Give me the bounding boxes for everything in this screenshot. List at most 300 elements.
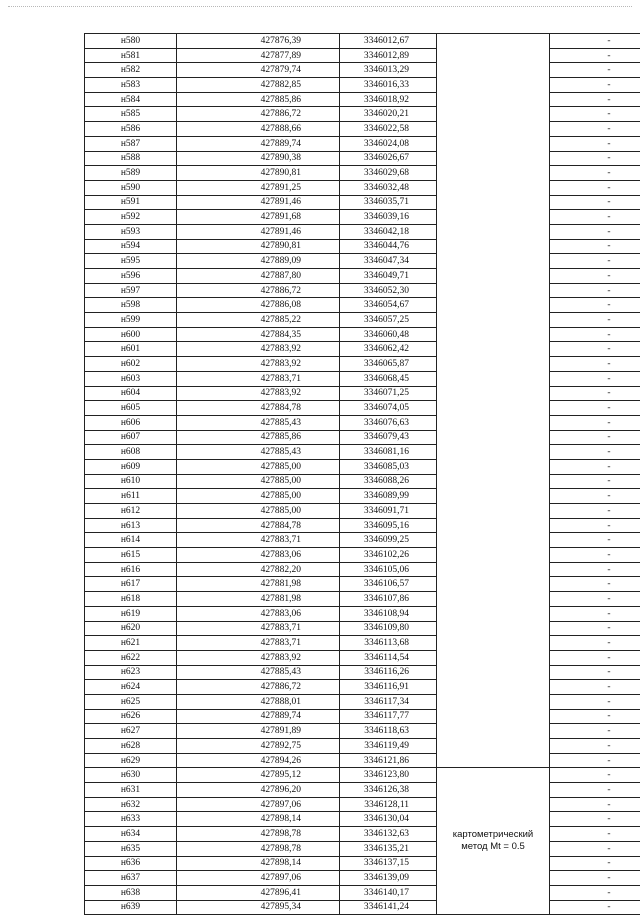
dash-cell: - bbox=[550, 239, 640, 254]
table-row bbox=[85, 533, 640, 548]
coordinates-table bbox=[84, 33, 640, 915]
dash-cell: - bbox=[550, 415, 640, 430]
y-coordinate-cell: 3346132,63 bbox=[340, 827, 437, 842]
dash-cell: - bbox=[550, 63, 640, 78]
y-coordinate-cell: 3346107,86 bbox=[340, 592, 437, 607]
y-coordinate-cell: 3346095,16 bbox=[340, 518, 437, 533]
x-coordinate-cell: 427886,72 bbox=[177, 107, 340, 122]
method-cell bbox=[437, 768, 550, 915]
point-id-cell: н586 bbox=[85, 122, 177, 137]
point-id-cell: н601 bbox=[85, 342, 177, 357]
point-id-cell: н617 bbox=[85, 577, 177, 592]
point-id-cell: н614 bbox=[85, 533, 177, 548]
x-coordinate-cell: 427883,71 bbox=[177, 621, 340, 636]
y-coordinate-cell: 3346117,77 bbox=[340, 709, 437, 724]
dash-cell: - bbox=[550, 166, 640, 181]
x-coordinate-cell: 427896,20 bbox=[177, 783, 340, 798]
dash-cell: - bbox=[550, 283, 640, 298]
x-coordinate-cell: 427884,78 bbox=[177, 401, 340, 416]
table-row bbox=[85, 63, 640, 78]
x-coordinate-cell: 427885,43 bbox=[177, 665, 340, 680]
table-row bbox=[85, 621, 640, 636]
y-coordinate-cell: 3346123,80 bbox=[340, 768, 437, 783]
dash-cell: - bbox=[550, 357, 640, 372]
table-row bbox=[85, 239, 640, 254]
point-id-cell: н596 bbox=[85, 269, 177, 284]
point-id-cell: н590 bbox=[85, 180, 177, 195]
dash-cell: - bbox=[550, 459, 640, 474]
table-row bbox=[85, 122, 640, 137]
table-row bbox=[85, 871, 640, 886]
dash-cell: - bbox=[550, 841, 640, 856]
point-id-cell: н602 bbox=[85, 357, 177, 372]
y-coordinate-cell: 3346071,25 bbox=[340, 386, 437, 401]
point-id-cell: н605 bbox=[85, 401, 177, 416]
table-row bbox=[85, 753, 640, 768]
y-coordinate-cell: 3346116,91 bbox=[340, 680, 437, 695]
x-coordinate-cell: 427885,86 bbox=[177, 430, 340, 445]
x-coordinate-cell: 427885,43 bbox=[177, 445, 340, 460]
point-id-cell: н609 bbox=[85, 459, 177, 474]
y-coordinate-cell: 3346042,18 bbox=[340, 224, 437, 239]
point-id-cell: н637 bbox=[85, 871, 177, 886]
y-coordinate-cell: 3346074,05 bbox=[340, 401, 437, 416]
y-coordinate-cell: 3346099,25 bbox=[340, 533, 437, 548]
x-coordinate-cell: 427889,09 bbox=[177, 254, 340, 269]
point-id-cell: н581 bbox=[85, 48, 177, 63]
method-name-label: картометрический bbox=[437, 829, 549, 841]
dash-cell: - bbox=[550, 48, 640, 63]
table-row bbox=[85, 562, 640, 577]
point-id-cell: н636 bbox=[85, 856, 177, 871]
table-row bbox=[85, 48, 640, 63]
y-coordinate-cell: 3346026,67 bbox=[340, 151, 437, 166]
dash-cell: - bbox=[550, 430, 640, 445]
table-row bbox=[85, 283, 640, 298]
x-coordinate-cell: 427881,98 bbox=[177, 577, 340, 592]
dash-cell: - bbox=[550, 195, 640, 210]
y-coordinate-cell: 3346081,16 bbox=[340, 445, 437, 460]
table-row bbox=[85, 636, 640, 651]
x-coordinate-cell: 427883,71 bbox=[177, 371, 340, 386]
table-row bbox=[85, 724, 640, 739]
x-coordinate-cell: 427898,78 bbox=[177, 841, 340, 856]
table-row bbox=[85, 371, 640, 386]
table-row bbox=[85, 327, 640, 342]
y-coordinate-cell: 3346057,25 bbox=[340, 313, 437, 328]
point-id-cell: н589 bbox=[85, 166, 177, 181]
dash-cell: - bbox=[550, 709, 640, 724]
dash-cell: - bbox=[550, 694, 640, 709]
y-coordinate-cell: 3346141,24 bbox=[340, 900, 437, 915]
dash-cell: - bbox=[550, 665, 640, 680]
dash-cell: - bbox=[550, 474, 640, 489]
dash-cell: - bbox=[550, 636, 640, 651]
dash-cell: - bbox=[550, 797, 640, 812]
x-coordinate-cell: 427891,25 bbox=[177, 180, 340, 195]
y-coordinate-cell: 3346106,57 bbox=[340, 577, 437, 592]
x-coordinate-cell: 427890,38 bbox=[177, 151, 340, 166]
x-coordinate-cell: 427889,74 bbox=[177, 709, 340, 724]
point-id-cell: н631 bbox=[85, 783, 177, 798]
point-id-cell: н591 bbox=[85, 195, 177, 210]
x-coordinate-cell: 427884,35 bbox=[177, 327, 340, 342]
y-coordinate-cell: 3346013,29 bbox=[340, 63, 437, 78]
y-coordinate-cell: 3346068,45 bbox=[340, 371, 437, 386]
x-coordinate-cell: 427886,72 bbox=[177, 680, 340, 695]
y-coordinate-cell: 3346140,17 bbox=[340, 885, 437, 900]
coordinates-table-body bbox=[85, 34, 640, 915]
table-row bbox=[85, 841, 640, 856]
dash-cell: - bbox=[550, 136, 640, 151]
point-id-cell: н611 bbox=[85, 489, 177, 504]
y-coordinate-cell: 3346052,30 bbox=[340, 283, 437, 298]
dash-cell: - bbox=[550, 885, 640, 900]
table-row bbox=[85, 195, 640, 210]
x-coordinate-cell: 427891,46 bbox=[177, 224, 340, 239]
dash-cell: - bbox=[550, 371, 640, 386]
table-row bbox=[85, 694, 640, 709]
table-row bbox=[85, 210, 640, 225]
x-coordinate-cell: 427883,06 bbox=[177, 606, 340, 621]
table-row bbox=[85, 504, 640, 519]
point-id-cell: н607 bbox=[85, 430, 177, 445]
y-coordinate-cell: 3346076,63 bbox=[340, 415, 437, 430]
x-coordinate-cell: 427891,46 bbox=[177, 195, 340, 210]
point-id-cell: н613 bbox=[85, 518, 177, 533]
dash-cell: - bbox=[550, 739, 640, 754]
dash-cell: - bbox=[550, 768, 640, 783]
y-coordinate-cell: 3346089,99 bbox=[340, 489, 437, 504]
dash-cell: - bbox=[550, 327, 640, 342]
point-id-cell: н624 bbox=[85, 680, 177, 695]
dash-cell: - bbox=[550, 386, 640, 401]
point-id-cell: н598 bbox=[85, 298, 177, 313]
table-row bbox=[85, 401, 640, 416]
x-coordinate-cell: 427882,85 bbox=[177, 78, 340, 93]
table-row bbox=[85, 415, 640, 430]
x-coordinate-cell: 427894,26 bbox=[177, 753, 340, 768]
y-coordinate-cell: 3346116,26 bbox=[340, 665, 437, 680]
y-coordinate-cell: 3346044,76 bbox=[340, 239, 437, 254]
y-coordinate-cell: 3346065,87 bbox=[340, 357, 437, 372]
x-coordinate-cell: 427888,66 bbox=[177, 122, 340, 137]
dash-cell: - bbox=[550, 92, 640, 107]
method-cell-empty bbox=[437, 34, 550, 768]
y-coordinate-cell: 3346029,68 bbox=[340, 166, 437, 181]
table-row bbox=[85, 224, 640, 239]
x-coordinate-cell: 427895,12 bbox=[177, 768, 340, 783]
table-row bbox=[85, 357, 640, 372]
point-id-cell: н628 bbox=[85, 739, 177, 754]
table-row bbox=[85, 313, 640, 328]
y-coordinate-cell: 3346114,54 bbox=[340, 650, 437, 665]
y-coordinate-cell: 3346018,92 bbox=[340, 92, 437, 107]
dash-cell: - bbox=[550, 650, 640, 665]
point-id-cell: н600 bbox=[85, 327, 177, 342]
y-coordinate-cell: 3346012,89 bbox=[340, 48, 437, 63]
point-id-cell: н583 bbox=[85, 78, 177, 93]
point-id-cell: н597 bbox=[85, 283, 177, 298]
table-row bbox=[85, 342, 640, 357]
point-id-cell: н635 bbox=[85, 841, 177, 856]
y-coordinate-cell: 3346130,04 bbox=[340, 812, 437, 827]
x-coordinate-cell: 427888,01 bbox=[177, 694, 340, 709]
point-id-cell: н582 bbox=[85, 63, 177, 78]
x-coordinate-cell: 427891,68 bbox=[177, 210, 340, 225]
point-id-cell: н634 bbox=[85, 827, 177, 842]
x-coordinate-cell: 427896,41 bbox=[177, 885, 340, 900]
y-coordinate-cell: 3346054,67 bbox=[340, 298, 437, 313]
dash-cell: - bbox=[550, 680, 640, 695]
table-row bbox=[85, 180, 640, 195]
y-coordinate-cell: 3346085,03 bbox=[340, 459, 437, 474]
x-coordinate-cell: 427883,92 bbox=[177, 650, 340, 665]
point-id-cell: н606 bbox=[85, 415, 177, 430]
dash-cell: - bbox=[550, 753, 640, 768]
y-coordinate-cell: 3346091,71 bbox=[340, 504, 437, 519]
point-id-cell: н615 bbox=[85, 548, 177, 563]
x-coordinate-cell: 427890,81 bbox=[177, 239, 340, 254]
table-row bbox=[85, 78, 640, 93]
point-id-cell: н594 bbox=[85, 239, 177, 254]
table-row bbox=[85, 92, 640, 107]
y-coordinate-cell: 3346088,26 bbox=[340, 474, 437, 489]
dash-cell: - bbox=[550, 812, 640, 827]
point-id-cell: н621 bbox=[85, 636, 177, 651]
dash-cell: - bbox=[550, 900, 640, 915]
table-row bbox=[85, 768, 640, 783]
point-id-cell: н623 bbox=[85, 665, 177, 680]
x-coordinate-cell: 427882,20 bbox=[177, 562, 340, 577]
table-row bbox=[85, 709, 640, 724]
table-row bbox=[85, 812, 640, 827]
y-coordinate-cell: 3346012,67 bbox=[340, 34, 437, 49]
page-top-rule bbox=[8, 6, 632, 8]
dash-cell: - bbox=[550, 606, 640, 621]
y-coordinate-cell: 3346135,21 bbox=[340, 841, 437, 856]
point-id-cell: н627 bbox=[85, 724, 177, 739]
table-row bbox=[85, 474, 640, 489]
dash-cell: - bbox=[550, 518, 640, 533]
x-coordinate-cell: 427892,75 bbox=[177, 739, 340, 754]
x-coordinate-cell: 427889,74 bbox=[177, 136, 340, 151]
x-coordinate-cell: 427898,14 bbox=[177, 856, 340, 871]
y-coordinate-cell: 3346113,68 bbox=[340, 636, 437, 651]
table-row bbox=[85, 856, 640, 871]
x-coordinate-cell: 427897,06 bbox=[177, 797, 340, 812]
table-row bbox=[85, 445, 640, 460]
table-row bbox=[85, 518, 640, 533]
y-coordinate-cell: 3346024,08 bbox=[340, 136, 437, 151]
point-id-cell: н603 bbox=[85, 371, 177, 386]
y-coordinate-cell: 3346032,48 bbox=[340, 180, 437, 195]
dash-cell: - bbox=[550, 78, 640, 93]
dash-cell: - bbox=[550, 577, 640, 592]
dash-cell: - bbox=[550, 151, 640, 166]
point-id-cell: н610 bbox=[85, 474, 177, 489]
x-coordinate-cell: 427883,92 bbox=[177, 357, 340, 372]
dash-cell: - bbox=[550, 445, 640, 460]
y-coordinate-cell: 3346108,94 bbox=[340, 606, 437, 621]
dash-cell: - bbox=[550, 180, 640, 195]
table-row bbox=[85, 592, 640, 607]
y-coordinate-cell: 3346137,15 bbox=[340, 856, 437, 871]
dash-cell: - bbox=[550, 401, 640, 416]
x-coordinate-cell: 427885,00 bbox=[177, 459, 340, 474]
point-id-cell: н585 bbox=[85, 107, 177, 122]
x-coordinate-cell: 427897,06 bbox=[177, 871, 340, 886]
x-coordinate-cell: 427876,39 bbox=[177, 34, 340, 49]
x-coordinate-cell: 427883,92 bbox=[177, 342, 340, 357]
dash-cell: - bbox=[550, 827, 640, 842]
point-id-cell: н618 bbox=[85, 592, 177, 607]
x-coordinate-cell: 427890,81 bbox=[177, 166, 340, 181]
x-coordinate-cell: 427885,43 bbox=[177, 415, 340, 430]
point-id-cell: н593 bbox=[85, 224, 177, 239]
dash-cell: - bbox=[550, 254, 640, 269]
table-row bbox=[85, 254, 640, 269]
x-coordinate-cell: 427883,06 bbox=[177, 548, 340, 563]
point-id-cell: н619 bbox=[85, 606, 177, 621]
point-id-cell: н587 bbox=[85, 136, 177, 151]
y-coordinate-cell: 3346121,86 bbox=[340, 753, 437, 768]
point-id-cell: н632 bbox=[85, 797, 177, 812]
table-row bbox=[85, 459, 640, 474]
dash-cell: - bbox=[550, 122, 640, 137]
point-id-cell: н622 bbox=[85, 650, 177, 665]
point-id-cell: н629 bbox=[85, 753, 177, 768]
table-row bbox=[85, 136, 640, 151]
dash-cell: - bbox=[550, 210, 640, 225]
point-id-cell: н595 bbox=[85, 254, 177, 269]
table-row bbox=[85, 269, 640, 284]
dash-cell: - bbox=[550, 562, 640, 577]
dash-cell: - bbox=[550, 504, 640, 519]
y-coordinate-cell: 3346105,06 bbox=[340, 562, 437, 577]
y-coordinate-cell: 3346035,71 bbox=[340, 195, 437, 210]
dash-cell: - bbox=[550, 783, 640, 798]
table-row bbox=[85, 650, 640, 665]
point-id-cell: н633 bbox=[85, 812, 177, 827]
x-coordinate-cell: 427891,89 bbox=[177, 724, 340, 739]
x-coordinate-cell: 427883,92 bbox=[177, 386, 340, 401]
point-id-cell: н616 bbox=[85, 562, 177, 577]
y-coordinate-cell: 3346128,11 bbox=[340, 797, 437, 812]
dash-cell: - bbox=[550, 548, 640, 563]
point-id-cell: н625 bbox=[85, 694, 177, 709]
dash-cell: - bbox=[550, 871, 640, 886]
x-coordinate-cell: 427886,72 bbox=[177, 283, 340, 298]
y-coordinate-cell: 3346020,21 bbox=[340, 107, 437, 122]
y-coordinate-cell: 3346060,48 bbox=[340, 327, 437, 342]
point-id-cell: н630 bbox=[85, 768, 177, 783]
y-coordinate-cell: 3346016,33 bbox=[340, 78, 437, 93]
x-coordinate-cell: 427884,78 bbox=[177, 518, 340, 533]
y-coordinate-cell: 3346022,58 bbox=[340, 122, 437, 137]
point-id-cell: н626 bbox=[85, 709, 177, 724]
table-row bbox=[85, 665, 640, 680]
table-row bbox=[85, 430, 640, 445]
point-id-cell: н612 bbox=[85, 504, 177, 519]
table-row bbox=[85, 34, 640, 49]
point-id-cell: н608 bbox=[85, 445, 177, 460]
method-accuracy-label: метод Mt = 0.5 bbox=[437, 841, 549, 853]
dash-cell: - bbox=[550, 269, 640, 284]
y-coordinate-cell: 3346139,09 bbox=[340, 871, 437, 886]
table-row bbox=[85, 386, 640, 401]
point-id-cell: н588 bbox=[85, 151, 177, 166]
y-coordinate-cell: 3346079,43 bbox=[340, 430, 437, 445]
x-coordinate-cell: 427883,71 bbox=[177, 636, 340, 651]
table-row bbox=[85, 797, 640, 812]
x-coordinate-cell: 427895,34 bbox=[177, 900, 340, 915]
x-coordinate-cell: 427885,22 bbox=[177, 313, 340, 328]
x-coordinate-cell: 427879,74 bbox=[177, 63, 340, 78]
table-row bbox=[85, 151, 640, 166]
x-coordinate-cell: 427885,00 bbox=[177, 504, 340, 519]
dash-cell: - bbox=[550, 34, 640, 49]
x-coordinate-cell: 427898,14 bbox=[177, 812, 340, 827]
dash-cell: - bbox=[550, 856, 640, 871]
table-row bbox=[85, 298, 640, 313]
x-coordinate-cell: 427885,86 bbox=[177, 92, 340, 107]
table-row bbox=[85, 739, 640, 754]
point-id-cell: н580 bbox=[85, 34, 177, 49]
dash-cell: - bbox=[550, 621, 640, 636]
point-id-cell: н584 bbox=[85, 92, 177, 107]
table-row bbox=[85, 166, 640, 181]
y-coordinate-cell: 3346102,26 bbox=[340, 548, 437, 563]
x-coordinate-cell: 427885,00 bbox=[177, 489, 340, 504]
dash-cell: - bbox=[550, 313, 640, 328]
y-coordinate-cell: 3346119,49 bbox=[340, 739, 437, 754]
y-coordinate-cell: 3346126,38 bbox=[340, 783, 437, 798]
table-row bbox=[85, 606, 640, 621]
x-coordinate-cell: 427883,71 bbox=[177, 533, 340, 548]
table-row bbox=[85, 489, 640, 504]
table-row bbox=[85, 577, 640, 592]
y-coordinate-cell: 3346118,63 bbox=[340, 724, 437, 739]
table-row bbox=[85, 107, 640, 122]
x-coordinate-cell: 427877,89 bbox=[177, 48, 340, 63]
y-coordinate-cell: 3346047,34 bbox=[340, 254, 437, 269]
table-row bbox=[85, 783, 640, 798]
dash-cell: - bbox=[550, 298, 640, 313]
x-coordinate-cell: 427898,78 bbox=[177, 827, 340, 842]
dash-cell: - bbox=[550, 224, 640, 239]
x-coordinate-cell: 427886,08 bbox=[177, 298, 340, 313]
table-row bbox=[85, 548, 640, 563]
point-id-cell: н592 bbox=[85, 210, 177, 225]
dash-cell: - bbox=[550, 342, 640, 357]
point-id-cell: н599 bbox=[85, 313, 177, 328]
y-coordinate-cell: 3346117,34 bbox=[340, 694, 437, 709]
dash-cell: - bbox=[550, 724, 640, 739]
y-coordinate-cell: 3346039,16 bbox=[340, 210, 437, 225]
table-row bbox=[85, 680, 640, 695]
dash-cell: - bbox=[550, 489, 640, 504]
table-row bbox=[85, 827, 640, 842]
table-row bbox=[85, 900, 640, 915]
y-coordinate-cell: 3346062,42 bbox=[340, 342, 437, 357]
point-id-cell: н638 bbox=[85, 885, 177, 900]
x-coordinate-cell: 427885,00 bbox=[177, 474, 340, 489]
dash-cell: - bbox=[550, 107, 640, 122]
x-coordinate-cell: 427881,98 bbox=[177, 592, 340, 607]
point-id-cell: н604 bbox=[85, 386, 177, 401]
y-coordinate-cell: 3346109,80 bbox=[340, 621, 437, 636]
